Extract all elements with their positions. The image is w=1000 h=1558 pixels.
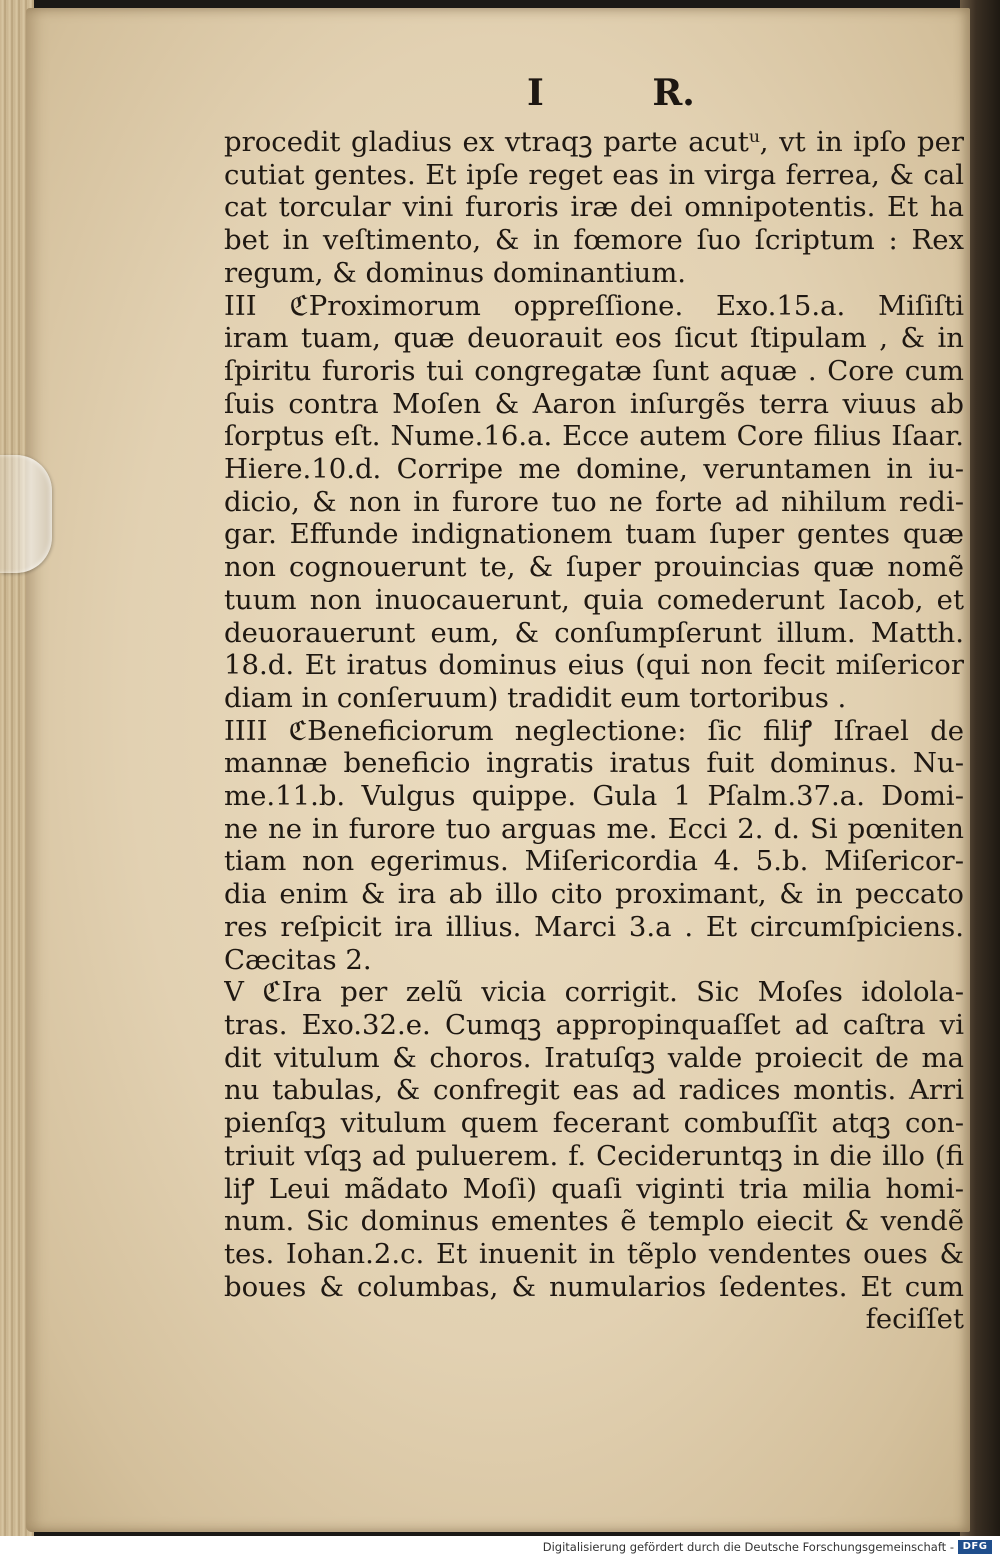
- text-line: ne ne in furore tuo arguas me. Ecci 2. d. Si pœniten: [224, 812, 964, 845]
- signature-right: R.: [652, 72, 695, 114]
- text-line: IIII ℭBeneficiorum neglectione: ſic filiꝭ Iſrael de: [224, 714, 964, 747]
- body-text: [224, 126, 964, 1336]
- text-line: III ℭProximorum oppreſſione. Exo.15.a. Miſiſti: [224, 289, 964, 322]
- catchword: feciſſet: [865, 1303, 964, 1336]
- text-line: me.11.b. Vulgus quippe. Gula 1 Pſalm.37.a. Domi-: [224, 780, 964, 813]
- dfg-logo-icon: DFG: [958, 1540, 992, 1554]
- text-line: Hiere.10.d. Corripe me domine, veruntamen in iu-: [224, 453, 964, 486]
- text-line: gar. Effunde indignationem tuam ſuper gentes quæ: [224, 518, 964, 551]
- text-line: ſuis contra Moſen & Aaron inſurgẽs terra viuus ab: [224, 387, 964, 420]
- text-line: deuorauerunt eum, & conſumpſerunt illum. Matth.: [224, 616, 964, 649]
- text-line: boues & columbas, & numularios ſedentes. Et cum: [224, 1270, 964, 1303]
- text-line: ſorptus eſt. Nume.16.a. Ecce autem Core filius Iſaar.: [224, 420, 964, 453]
- text-line: V ℭIra per zelũ vicia corrigit. Sic Moſes idolola-: [224, 976, 964, 1009]
- text-line: liꝭ Leui mãdato Moſi) quaſi viginti tria milia homi-: [224, 1172, 964, 1205]
- footer-bar: [0, 1536, 1000, 1558]
- text-line: tiam non egerimus. Miſericordia 4. 5.b. Miſericor-: [224, 845, 964, 878]
- text-line: dit vitulum & choros. Iratuſqꝫ valde proiecit de ma: [224, 1041, 964, 1074]
- text-line: diam in conſeruum) tradidit eum tortoribus .: [224, 681, 847, 714]
- text-line: nu tabulas, & confregit eas ad radices montis. Arri: [224, 1074, 964, 1107]
- page-signature: [527, 72, 695, 114]
- text-line: dicio, & non in furore tuo ne forte ad nihilum redi-: [224, 485, 964, 518]
- text-line: cat torcular vini furoris iræ dei omnipotentis. Et ha: [224, 191, 964, 224]
- text-line: iram tuam, quæ deuorauit eos ſicut ſtipulam , & in: [224, 322, 964, 355]
- text-line: pienſqꝫ vitulum quem fecerant combuſſit atqꝫ con-: [224, 1107, 964, 1140]
- text-line: bet in veſtimento, & in fœmore ſuo ſcriptum : Rex: [224, 224, 964, 257]
- text-line: non cognouerunt te, & ſuper prouincias quæ nomẽ: [224, 551, 964, 584]
- signature-left: I: [527, 72, 544, 114]
- text-line: tras. Exo.32.e. Cumqꝫ appropinquaſſet ad caſtra vi: [224, 1008, 964, 1041]
- text-line: triuit vſqꝫ ad puluerem. f. Cecideruntqꝫ in die illo (fi: [224, 1139, 964, 1172]
- glass-clip-holder: [0, 455, 52, 573]
- text-line: tes. Iohan.2.c. Et inuenit in tẽplo vendentes oues &: [224, 1237, 964, 1270]
- text-line: regum, & dominus dominantium.: [224, 256, 687, 289]
- text-line: Cæcitas 2.: [224, 943, 372, 976]
- text-line: num. Sic dominus ementes ẽ templo eiecit & vendẽ: [224, 1205, 964, 1238]
- text-line: dia enim & ira ab illo cito proximant, & in peccato: [224, 878, 964, 911]
- text-line: procedit gladius ex vtraqꝫ parte acutᵘ, vt in ipſo per: [224, 126, 964, 158]
- text-line: 18.d. Et iratus dominus eius (qui non fecit miſericor: [224, 649, 964, 682]
- text-line: ſpiritu furoris tui congregatæ ſunt aquæ . Core cum: [224, 354, 964, 387]
- text-line: cutiat gentes. Et ipſe reget eas in virga ferrea, & cal: [224, 158, 964, 191]
- text-line: mannæ beneficio ingratis iratus fuit dominus. Nu-: [224, 747, 964, 780]
- text-line: tuum non inuocauerunt, quia comederunt Iacob, et: [224, 583, 964, 616]
- text-line: res reſpicit ira illius. Marci 3.a . Et circumſpiciens.: [224, 910, 964, 943]
- digitization-credit: Digitalisierung gefördert durch die Deutsche Forschungsgemeinschaft -: [542, 1540, 954, 1554]
